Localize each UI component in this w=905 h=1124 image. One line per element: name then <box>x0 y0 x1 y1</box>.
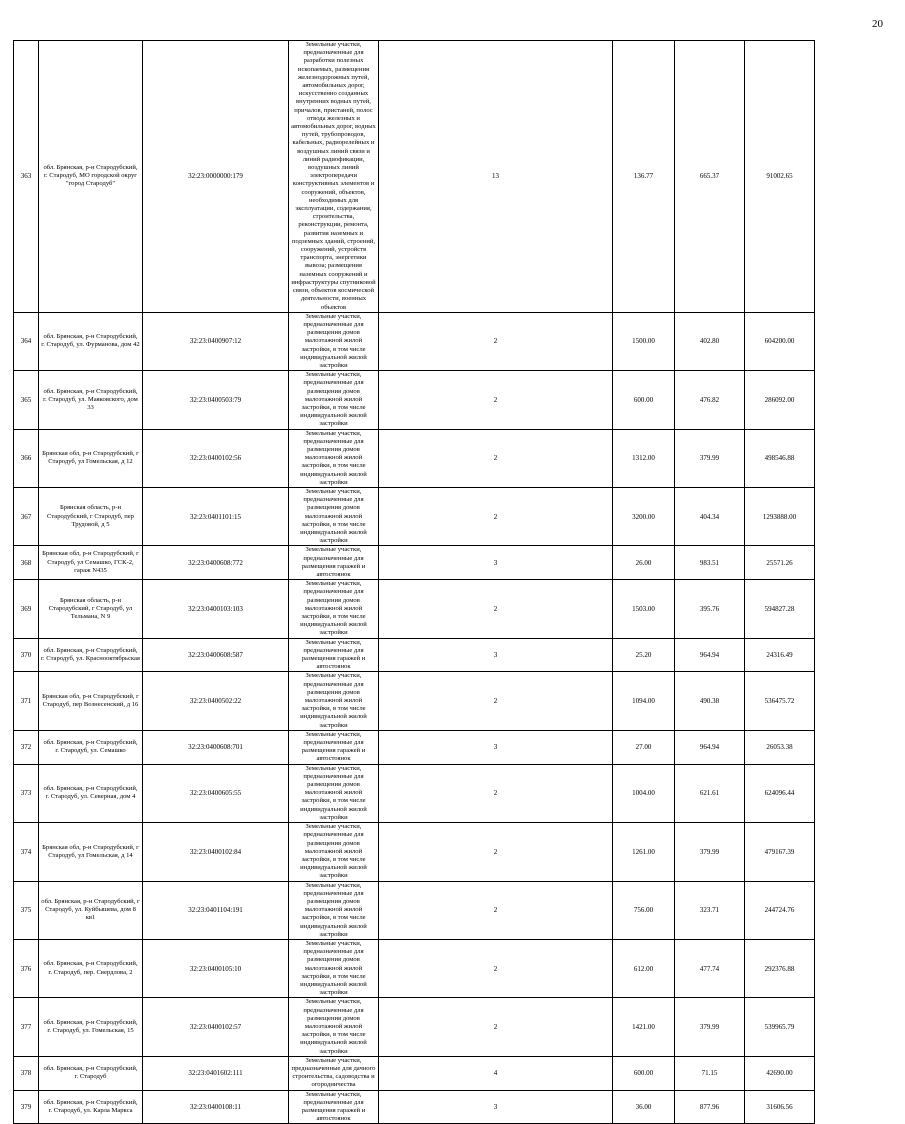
cadastral-value-cell: 624096.44 <box>745 764 815 822</box>
address-cell: обл. Брянская, р-н Стародубский, г. Стародуб, ул. Маяковского, дом 33 <box>39 371 143 429</box>
cadastral-number-cell: 32:23:0400503:79 <box>143 371 289 429</box>
table-row <box>14 881 885 939</box>
specific-cadastral-value-cell: 476.82 <box>675 371 745 429</box>
cadastral-value-cell: 31606.56 <box>745 1090 815 1124</box>
area-cell: 136.77 <box>613 41 675 313</box>
row-number: 370 <box>14 638 39 672</box>
area-cell: 1312.00 <box>613 429 675 487</box>
land-use-purpose-cell: Земельные участки, предназначенные для размещения гаражей и автостоянок <box>289 730 379 764</box>
cadastral-value-cell: 594827.28 <box>745 580 815 638</box>
area-cell: 756.00 <box>613 881 675 939</box>
cadastral-number-cell: 32:23:0400103:103 <box>143 580 289 638</box>
row-number: 376 <box>14 939 39 997</box>
specific-cadastral-value-cell: 477.74 <box>675 939 745 997</box>
cadastral-value-cell: 25571.26 <box>745 546 815 580</box>
address-cell: обл. Брянская, р-н Стародубский, г. Стародуб, ул. Северная, дом 4 <box>39 764 143 822</box>
specific-cadastral-value-cell: 983.51 <box>675 546 745 580</box>
land-use-purpose-cell: Земельные участки, предназначенные для размещения домов малоэтажной жилой застройки, в том числе индивидуальной жилой застройки <box>289 939 379 997</box>
land-use-purpose-cell: Земельные участки, предназначенные для размещения домов малоэтажной жилой застройки, в том числе индивидуальной жилой застройки <box>289 429 379 487</box>
table-row <box>14 730 885 764</box>
table-row <box>14 546 885 580</box>
table-row <box>14 429 885 487</box>
cadastral-number-cell: 32:23:0400108:11 <box>143 1090 289 1124</box>
cadastral-number-cell: 32:23:0400907:12 <box>143 312 289 370</box>
cadastral-number-cell: 32:23:0400608:701 <box>143 730 289 764</box>
table-row <box>14 487 885 545</box>
specific-cadastral-value-cell: 665.37 <box>675 41 745 313</box>
group-number-cell: 2 <box>379 823 613 881</box>
group-number-cell: 3 <box>379 638 613 672</box>
specific-cadastral-value-cell: 404.34 <box>675 487 745 545</box>
cadastral-number-cell: 32:23:0400102:56 <box>143 429 289 487</box>
group-number-cell: 3 <box>379 546 613 580</box>
row-number: 377 <box>14 998 39 1056</box>
row-number: 378 <box>14 1056 39 1090</box>
address-cell: обл. Брянская, р-н Стародубский, г. Стародуб, ул. Гомельская, 15 <box>39 998 143 1056</box>
cadastral-value-cell: 536475.72 <box>745 672 815 730</box>
row-number: 375 <box>14 881 39 939</box>
area-cell: 1503.00 <box>613 580 675 638</box>
cadastral-number-cell: 32:23:0400502:22 <box>143 672 289 730</box>
table-row <box>14 998 885 1056</box>
row-number: 367 <box>14 487 39 545</box>
area-cell: 36.00 <box>613 1090 675 1124</box>
cadastral-number-cell: 32:23:0400608:772 <box>143 546 289 580</box>
cadastral-value-cell: 292376.88 <box>745 939 815 997</box>
land-use-purpose-cell: Земельные участки, предназначенные для размещения домов малоэтажной жилой застройки, в том числе индивидуальной жилой застройки <box>289 312 379 370</box>
area-cell: 25.20 <box>613 638 675 672</box>
table-row <box>14 764 885 822</box>
cadastral-value-cell: 479167.39 <box>745 823 815 881</box>
area-cell: 1421.00 <box>613 998 675 1056</box>
address-cell: Брянская область, р-н Стародубский, г Стародуб, ул Тельмана, N 9 <box>39 580 143 638</box>
land-use-purpose-cell: Земельные участки, предназначенные для размещения домов малоэтажной жилой застройки, в том числе индивидуальной жилой застройки <box>289 371 379 429</box>
row-number: 368 <box>14 546 39 580</box>
area-cell: 1261.00 <box>613 823 675 881</box>
specific-cadastral-value-cell: 964.94 <box>675 730 745 764</box>
specific-cadastral-value-cell: 71.15 <box>675 1056 745 1090</box>
specific-cadastral-value-cell: 379.99 <box>675 823 745 881</box>
address-cell: обл. Брянская, р-н Стародубский, г. Стародуб, МО городской округ "город Стародуб" <box>39 41 143 313</box>
cadastral-value-cell: 539965.79 <box>745 998 815 1056</box>
table-row <box>14 672 885 730</box>
row-number: 365 <box>14 371 39 429</box>
row-number: 364 <box>14 312 39 370</box>
specific-cadastral-value-cell: 490.38 <box>675 672 745 730</box>
land-use-purpose-cell: Земельные участки, предназначенные для дачного строительства, садоводства и огородничества <box>289 1056 379 1090</box>
row-number: 374 <box>14 823 39 881</box>
table-body <box>14 41 885 1124</box>
group-number-cell: 2 <box>379 764 613 822</box>
cadastral-value-cell: 42690.00 <box>745 1056 815 1090</box>
land-use-purpose-cell: Земельные участки, предназначенные для размещения домов малоэтажной жилой застройки, в том числе индивидуальной жилой застройки <box>289 487 379 545</box>
cadastral-number-cell: 32:23:0401104:191 <box>143 881 289 939</box>
area-cell: 612.00 <box>613 939 675 997</box>
table-row <box>14 371 885 429</box>
specific-cadastral-value-cell: 877.96 <box>675 1090 745 1124</box>
address-cell: Брянская обл, р-н Стародубский, г Стародуб, ул Семашко, ГСК-2, гараж N435 <box>39 546 143 580</box>
land-registry-table <box>13 40 885 1124</box>
table-row <box>14 939 885 997</box>
cadastral-value-cell: 1293888.00 <box>745 487 815 545</box>
cadastral-value-cell: 91002.65 <box>745 41 815 313</box>
area-cell: 27.00 <box>613 730 675 764</box>
address-cell: Брянская обл, р-н Стародубский, г Стародуб, ул Гомельская, д 12 <box>39 429 143 487</box>
group-number-cell: 2 <box>379 580 613 638</box>
cadastral-number-cell: 32:23:0401602:111 <box>143 1056 289 1090</box>
land-use-purpose-cell: Земельные участки, предназначенные для размещения гаражей и автостоянок <box>289 638 379 672</box>
land-use-purpose-cell: Земельные участки, предназначенные для размещения гаражей и автостоянок <box>289 1090 379 1124</box>
specific-cadastral-value-cell: 402.80 <box>675 312 745 370</box>
address-cell: обл. Брянская, р-н Стародубский, г. Стародуб <box>39 1056 143 1090</box>
address-cell: обл. Брянская, р-н Стародубский, г. Стародуб, пер. Свердлова, 2 <box>39 939 143 997</box>
cadastral-value-cell: 24316.49 <box>745 638 815 672</box>
cadastral-number-cell: 32:23:0400102:84 <box>143 823 289 881</box>
group-number-cell: 2 <box>379 429 613 487</box>
group-number-cell: 3 <box>379 730 613 764</box>
page-number: 20 <box>872 18 883 30</box>
cadastral-value-cell: 244724.76 <box>745 881 815 939</box>
cadastral-number-cell: 32:23:0400608:587 <box>143 638 289 672</box>
row-number: 363 <box>14 41 39 313</box>
land-use-purpose-cell: Земельные участки, предназначенные для размещения домов малоэтажной жилой застройки, в том числе индивидуальной жилой застройки <box>289 764 379 822</box>
table-row <box>14 41 885 313</box>
table-row <box>14 580 885 638</box>
land-use-purpose-cell: Земельные участки, предназначенные для размещения домов малоэтажной жилой застройки, в том числе индивидуальной жилой застройки <box>289 672 379 730</box>
cadastral-value-cell: 286092.00 <box>745 371 815 429</box>
specific-cadastral-value-cell: 621.61 <box>675 764 745 822</box>
specific-cadastral-value-cell: 379.99 <box>675 998 745 1056</box>
cadastral-number-cell: 32:23:0000000:179 <box>143 41 289 313</box>
area-cell: 3200.00 <box>613 487 675 545</box>
row-number: 366 <box>14 429 39 487</box>
specific-cadastral-value-cell: 964.94 <box>675 638 745 672</box>
row-number: 371 <box>14 672 39 730</box>
group-number-cell: 2 <box>379 998 613 1056</box>
address-cell: Брянская обл, р-н Стародубский, г Стародуб, пер Вознесенский, д 16 <box>39 672 143 730</box>
land-use-purpose-cell: Земельные участки, предназначенные для размещения гаражей и автостоянок <box>289 546 379 580</box>
land-use-purpose-cell: Земельные участки, предназначенные для разработки полезных ископаемых, размещения железнодорожных путей, автомобильных дорог, искусственно созданных внутренних водных путей, причалов, пристаней, полос отвода железных и автомобильных дорог, водных путей, трубопроводов, кабельных, радиорелейных и воздушных линий связи и линий радиофикации, воздушных линий электропередачи конструктивных элементов и сооружений, объектов, необходимых для эксплуатации, содержания, строительства, реконструкции, ремонта, развития наземных и подземных зданий, строений, сооружений, устройств транспорта, энергетики вывоза; размещения наземных сооружений и инфраструктуры спутниковой связи, объектов космической деятельности, военных объектов <box>289 41 379 313</box>
row-number: 379 <box>14 1090 39 1124</box>
row-number: 373 <box>14 764 39 822</box>
cadastral-number-cell: 32:23:0401101:15 <box>143 487 289 545</box>
address-cell: обл. Брянская, р-н Стародубский, г. Стародуб, ул. Краснооктябрьская <box>39 638 143 672</box>
table-row <box>14 1056 885 1090</box>
table-row <box>14 1090 885 1124</box>
table-row <box>14 638 885 672</box>
group-number-cell: 2 <box>379 312 613 370</box>
land-use-purpose-cell: Земельные участки, предназначенные для размещения домов малоэтажной жилой застройки, в том числе индивидуальной жилой застройки <box>289 823 379 881</box>
cadastral-number-cell: 32:23:0400105:10 <box>143 939 289 997</box>
area-cell: 600.00 <box>613 1056 675 1090</box>
row-number: 369 <box>14 580 39 638</box>
land-use-purpose-cell: Земельные участки, предназначенные для размещения домов малоэтажной жилой застройки, в том числе индивидуальной жилой застройки <box>289 580 379 638</box>
address-cell: обл. Брянская, р-н Стародубский, г. Стародуб, ул. Семашко <box>39 730 143 764</box>
cadastral-value-cell: 498546.88 <box>745 429 815 487</box>
cadastral-number-cell: 32:23:0400102:57 <box>143 998 289 1056</box>
area-cell: 600.00 <box>613 371 675 429</box>
table-row <box>14 312 885 370</box>
cadastral-value-cell: 604200.00 <box>745 312 815 370</box>
specific-cadastral-value-cell: 395.76 <box>675 580 745 638</box>
cadastral-number-cell: 32:23:0400605:55 <box>143 764 289 822</box>
group-number-cell: 13 <box>379 41 613 313</box>
area-cell: 1094.00 <box>613 672 675 730</box>
address-cell: Брянская область, р-н Стародубский, г Стародуб, пер Трудовой, д 5 <box>39 487 143 545</box>
address-cell: обл. Брянская, р-н Стародубский, г. Стародуб, ул. Фурманова, дом 42 <box>39 312 143 370</box>
area-cell: 1004.00 <box>613 764 675 822</box>
group-number-cell: 2 <box>379 487 613 545</box>
specific-cadastral-value-cell: 323.71 <box>675 881 745 939</box>
group-number-cell: 3 <box>379 1090 613 1124</box>
area-cell: 1500.00 <box>613 312 675 370</box>
area-cell: 26.00 <box>613 546 675 580</box>
row-number: 372 <box>14 730 39 764</box>
cadastral-value-cell: 26053.38 <box>745 730 815 764</box>
specific-cadastral-value-cell: 379.99 <box>675 429 745 487</box>
address-cell: обл. Брянская, р-н Стародубский, г Стародуб, ул. Куйбышева, дом 8 кв1 <box>39 881 143 939</box>
table-row <box>14 823 885 881</box>
group-number-cell: 2 <box>379 672 613 730</box>
group-number-cell: 2 <box>379 881 613 939</box>
address-cell: обл. Брянская, р-н Стародубский, г. Стародуб, ул. Карла Маркса <box>39 1090 143 1124</box>
address-cell: Брянская обл, р-н Стародубский, г Стародуб, ул Гомельская, д 14 <box>39 823 143 881</box>
group-number-cell: 2 <box>379 939 613 997</box>
land-use-purpose-cell: Земельные участки, предназначенные для размещения домов малоэтажной жилой застройки, в том числе индивидуальной жилой застройки <box>289 881 379 939</box>
group-number-cell: 2 <box>379 371 613 429</box>
land-use-purpose-cell: Земельные участки, предназначенные для размещения домов малоэтажной жилой застройки, в том числе индивидуальной жилой застройки <box>289 998 379 1056</box>
group-number-cell: 4 <box>379 1056 613 1090</box>
